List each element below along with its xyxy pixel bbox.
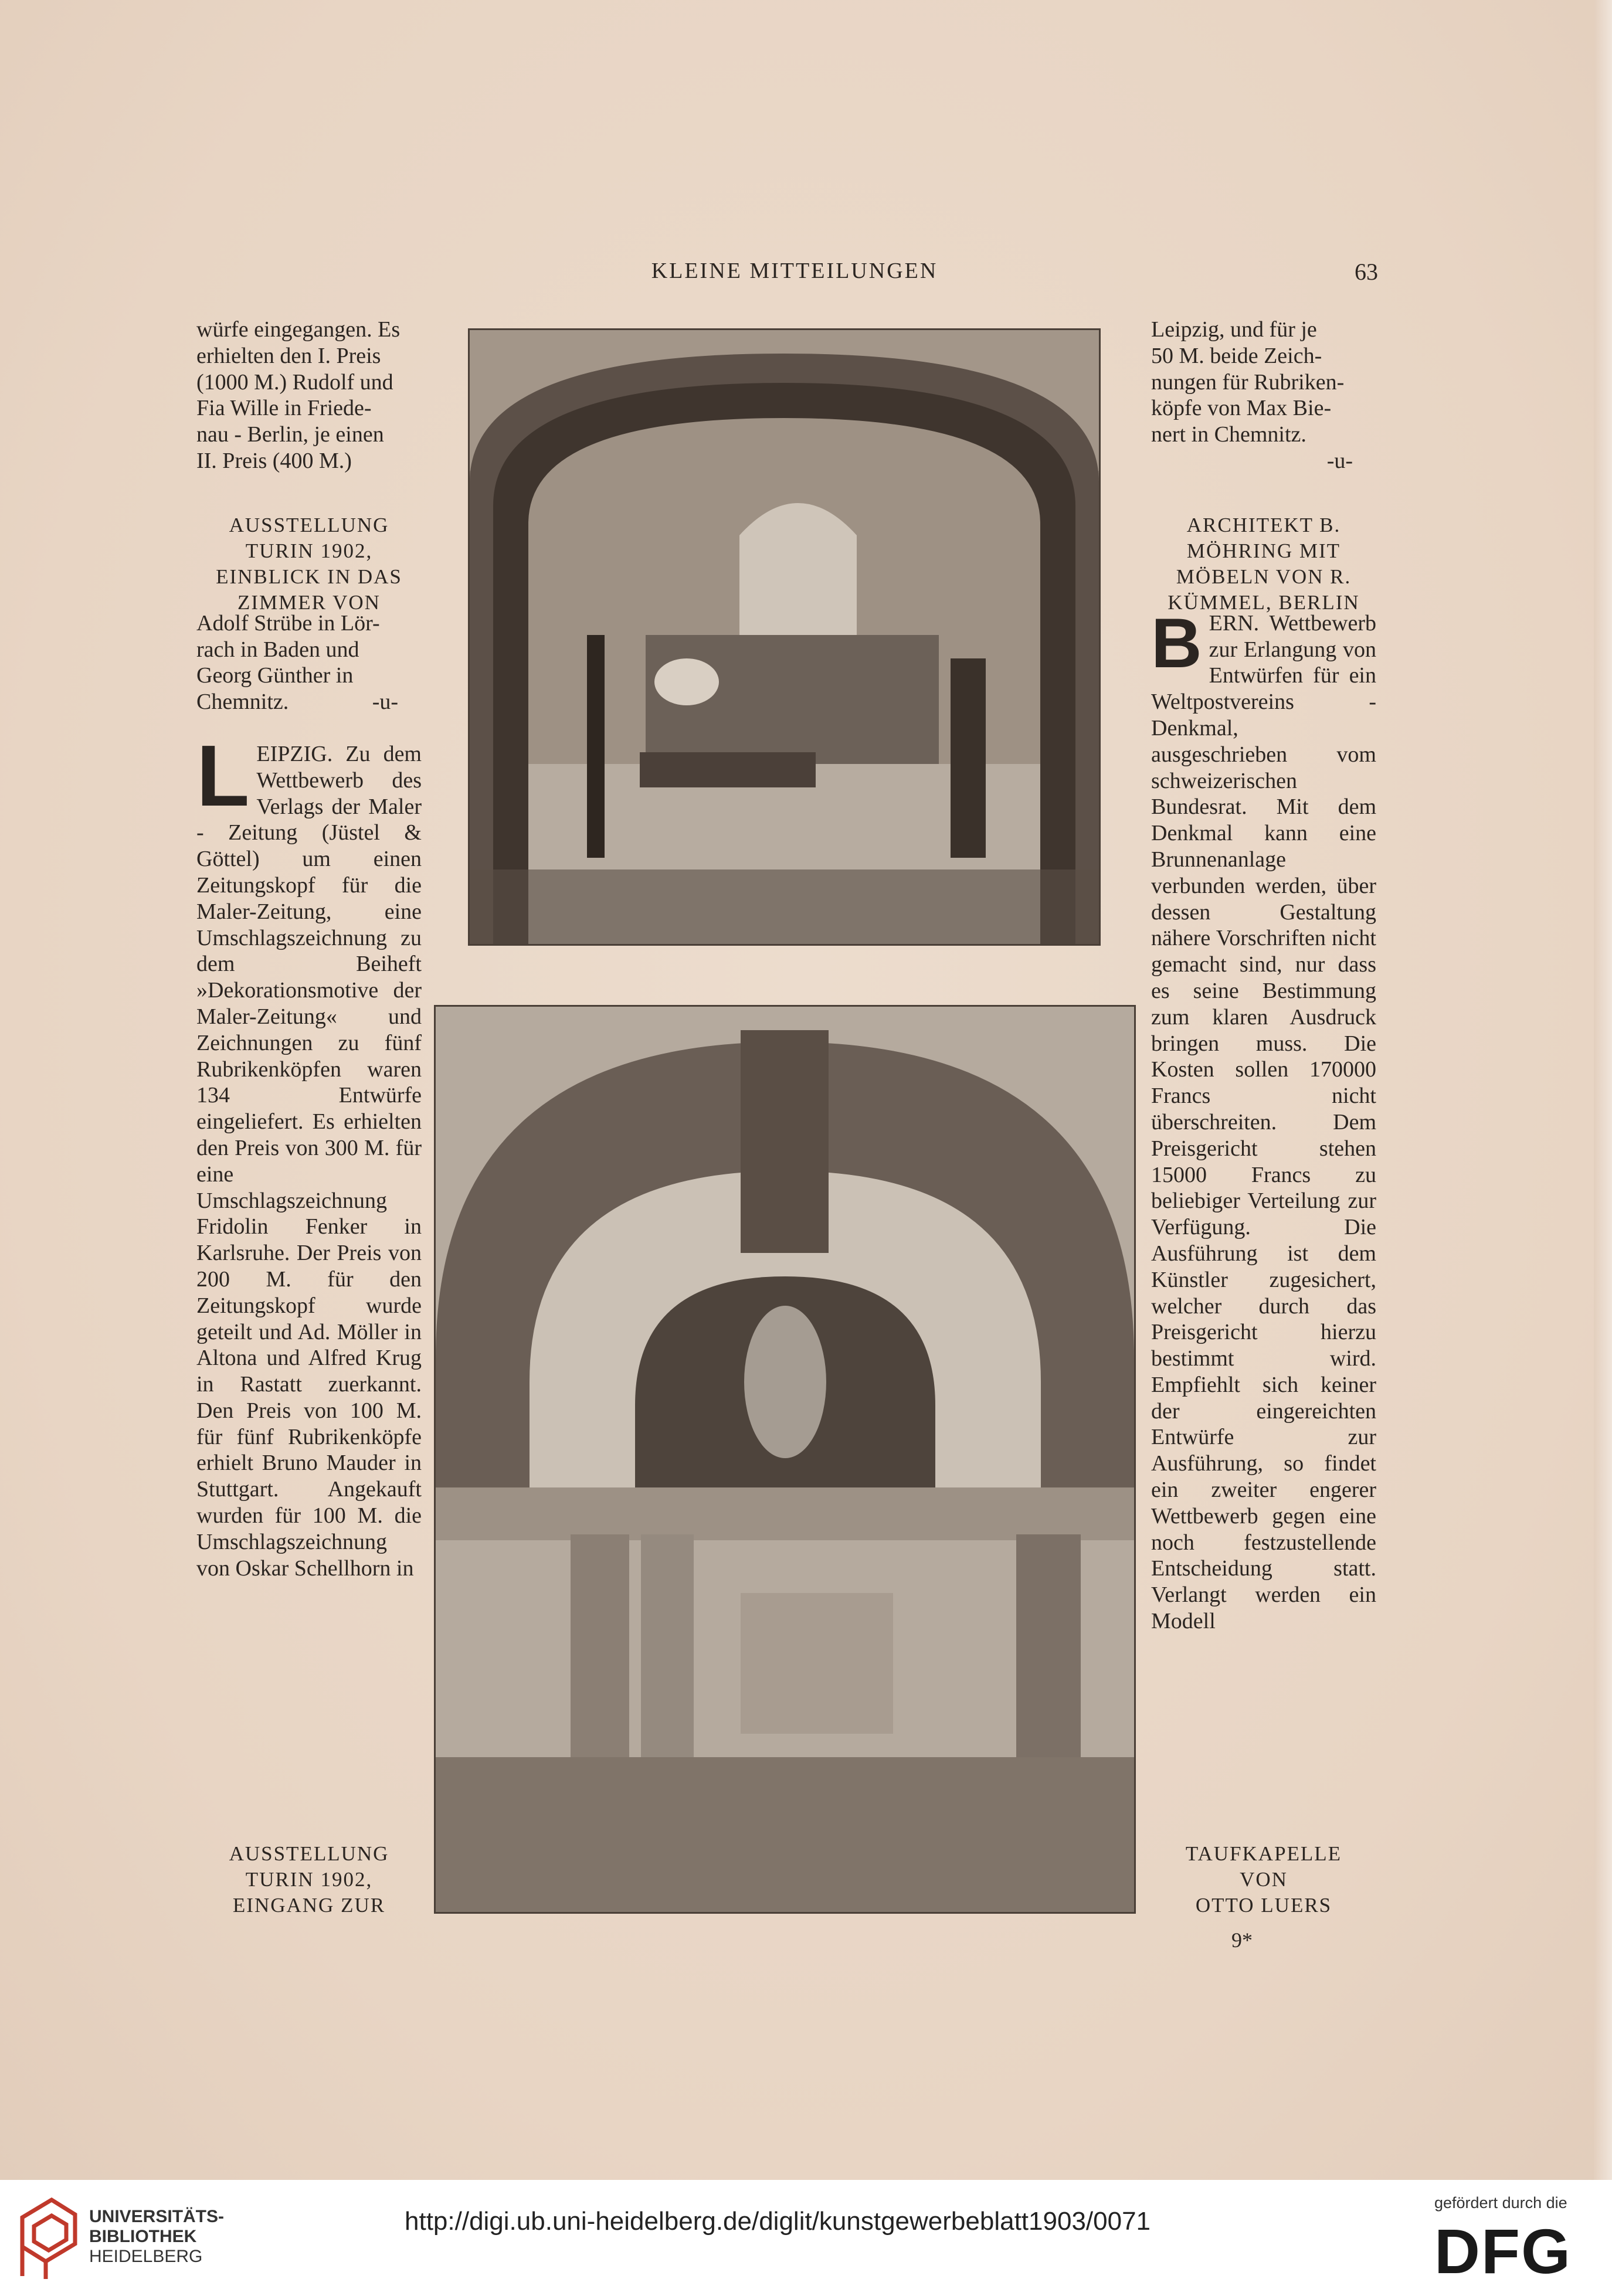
signature: -u- xyxy=(1326,448,1353,473)
text-line: II. Preis (400 M.) xyxy=(196,448,352,473)
baptismal-chapel-image xyxy=(436,1007,1134,1912)
drop-cap: B xyxy=(1151,603,1202,682)
caption-line: TURIN 1902, xyxy=(245,1868,373,1891)
running-title: KLEINE MITTEILUNGEN xyxy=(651,259,938,283)
photo-baptismal-chapel xyxy=(434,1005,1136,1914)
text-line: würfe eingegangen. Es xyxy=(196,317,401,342)
caption-line: VON xyxy=(1240,1868,1288,1891)
caption-line: MÖHRING MIT xyxy=(1186,539,1341,562)
page-number: 63 xyxy=(1355,259,1378,285)
caption-line: TURIN 1902, xyxy=(245,539,373,562)
caption-line: ARCHITEKT B. xyxy=(1186,514,1341,536)
text-line: nau - Berlin, je einen xyxy=(196,422,384,447)
bern-text: ERN. Wettbewerb zur Erlangung von Entwürfen für ein Weltpostvereins - Denkmal, ausgeschrieben vom schweizerischen Bundesrat. Mit dem Denkmal kann eine Brunnenanlage verbunden werden, über dessen Gestaltung nähere Vorschriften nicht gemacht sind, nur dass es seine Bestimmung zum klaren Ausdruck bringen muss. Die Kosten sollen 170000 Francs nicht überschreiten. Dem Preisgericht stehen 15000 Francs zu beliebiger Verteilung zur Verfügung. Die Ausführung ist dem Künstler zugesichert, welcher durch das Preisgericht hierzu bestimmt wird. Empfiehlt sich keiner der eingereichten Entwürfe zur Ausführung, so findet ein zweiter engerer Wettbewerb gegen eine noch festzustellende Entscheidung statt. Verlangt werden ein Modell xyxy=(1151,610,1376,1634)
library-name xyxy=(89,2207,224,2267)
caption-line: KÜMMEL, BERLIN xyxy=(1168,591,1360,614)
caption-line: TAUFKAPELLE xyxy=(1185,1842,1342,1865)
left-column xyxy=(196,317,422,1581)
caption-line: AUSSTELLUNG xyxy=(229,514,389,536)
page-edge xyxy=(1594,0,1612,2180)
library-logo-icon xyxy=(16,2194,81,2282)
caption-line: EINGANG ZUR xyxy=(232,1894,386,1917)
text-line: 50 M. beide Zeich- xyxy=(1151,343,1322,368)
text-line: Adolf Strübe in Lör- xyxy=(196,610,380,636)
text-line: erhielten den I. Preis xyxy=(196,343,381,368)
exhibition-room-image xyxy=(470,330,1099,944)
drop-cap: L xyxy=(196,727,250,824)
source-url-link[interactable]: http://digi.ub.uni-heidelberg.de/diglit/kunstgewerbeblatt1903/0071 xyxy=(405,2207,1151,2236)
caption-line: EINBLICK IN DAS xyxy=(216,565,402,588)
caption-top-left xyxy=(196,512,422,616)
caption-line: ZIMMER VON xyxy=(237,591,381,614)
text-line: (1000 M.) Rudolf und xyxy=(196,369,393,395)
signature: -u- xyxy=(372,690,398,715)
caption-bottom-right xyxy=(1151,1841,1376,1918)
text-line: nungen für Rubriken- xyxy=(1151,369,1345,395)
text-line: köpfe von Max Bie- xyxy=(1151,396,1332,421)
caption-top-right xyxy=(1151,512,1376,616)
text-line-end: Chemnitz. xyxy=(196,690,289,715)
text-line: nert in Chemnitz. xyxy=(1151,422,1306,447)
caption-line: MÖBELN VON R. xyxy=(1176,565,1352,588)
text-line: Leipzig, und für je xyxy=(1151,317,1317,342)
footer-bar xyxy=(0,2180,1612,2296)
signature-mark: 9* xyxy=(1231,1928,1253,1952)
funded-by-label: gefördert durch die xyxy=(1434,2194,1567,2212)
bern-paragraph xyxy=(1151,603,1376,1635)
text-line xyxy=(196,689,422,715)
leipzig-paragraph xyxy=(196,727,422,1582)
caption-bottom-left xyxy=(196,1841,422,1918)
leipzig-text: EIPZIG. Zu dem Wettbewerb des Verlags der Maler - Zeitung (Jüstel & Göttel) um einen Zeitungskopf für die Maler-Zeitung, eine Umschlagszeichnung zu dem Beiheft »Dekorationsmotive der Maler-Zeitung« und Zeichnungen zu fünf Rubrikenköpfen waren 134 Entwürfe eingeliefert. Es erhielten den Preis von 300 M. für eine Umschlagszeichnung Fridolin Fenker in Karlsruhe. Der Preis von 200 M. für den Zeitungskopf wurde geteilt und Ad. Möller in Altona und Alfred Krug in Rastatt zuerkannt. Den Preis von 100 M. für fünf Rubrikenköpfe erhielt Bruno Mauder in Stuttgart. Angekauft wurden für 100 M. die Umschlagszeichnung von Oskar Schellhorn in xyxy=(196,741,422,1581)
dfg-logo: DFG xyxy=(1434,2216,1572,2287)
text-line: rach in Baden und xyxy=(196,637,359,662)
library-name-line: HEIDELBERG xyxy=(89,2247,203,2266)
library-name-line: UNIVERSITÄTS- xyxy=(89,2207,225,2226)
caption-line: OTTO LUERS xyxy=(1195,1894,1332,1917)
text-line: Georg Günther in xyxy=(196,663,354,688)
photo-exhibition-room xyxy=(468,328,1101,946)
library-name-line: BIBLIOTHEK xyxy=(89,2227,197,2246)
text-line: Fia Wille in Friede- xyxy=(196,396,372,421)
caption-line: AUSSTELLUNG xyxy=(229,1842,389,1865)
